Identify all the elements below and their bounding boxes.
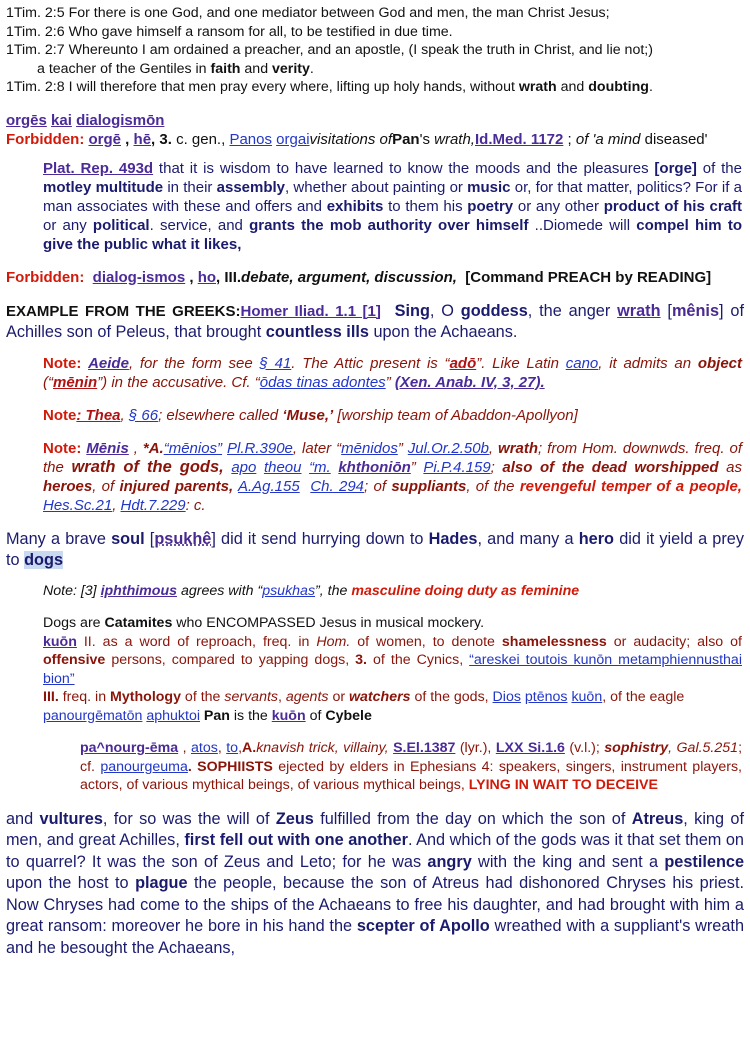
link-he[interactable]: hē	[133, 130, 152, 148]
link-apo[interactable]: apo	[231, 458, 257, 476]
note-menis: Note: Mēnis , *A.“mēnios” Pl.R.390e, later “mēnidos” Jul.Or.2.50b, wrath; from Hom. downwds. freq. of the wrath of the gods, apo theou “m. khthoniōn” Pi.P.4.159; also of the dead worshipped as heroes, of injured parents, A.Ag.155 Ch. 294; of suppliants, of the revengeful temper of a people, Hes.Sc.21, Hdt.7.229: c.	[43, 439, 742, 514]
link-lxx-si[interactable]: LXX Si.1.6	[495, 740, 565, 756]
verse-block	[0, 0, 750, 97]
link-orge[interactable]: orgē	[88, 130, 122, 148]
plato-quote: Plat. Rep. 493d that it is wisdom to have learned to know the moods and the pleasures [orge] of the motley multitude in their assembly, whether about painting or music or, for that matter, politics? For if a man associates with these and offers and exhibits to them his poetry or any other product of his craft or any political. service, and grants the mob authority over himself ..Diomede will compel him to give the public what it likes,	[43, 159, 743, 253]
link-m[interactable]: “m.	[309, 458, 331, 476]
link-kuon[interactable]: kuōn	[43, 633, 77, 650]
link-cano[interactable]: cano	[565, 354, 599, 372]
orges-section	[0, 111, 750, 149]
wrath-word: wrath	[617, 301, 661, 320]
link-pi-p[interactable]: Pi.P.4.159	[423, 458, 491, 476]
link-thea[interactable]: : Thea	[76, 406, 121, 424]
verse-line: 1Tim. 2:5 For there is one God, and one mediator between God and men, the man Christ Jesus;	[6, 5, 610, 21]
verse-ref: 1Tim. 2:8	[6, 79, 65, 95]
link-panourgeuma[interactable]: panourgeuma	[100, 758, 188, 775]
link-hdt[interactable]: Hdt.7.229	[120, 496, 186, 514]
forbidden-dialog-line: Forbidden: dialog-ismos , ho, III.debate, argument, discussion, [Command PREACH by READING]	[6, 268, 712, 286]
verse-line: 1Tim. 2:7 Whereunto I am ordained a preacher, and an apostle, (I speak the truth in Christ, and lie not;)	[6, 42, 653, 58]
link-khthonion[interactable]: khthoniōn	[338, 458, 411, 476]
link-section-66[interactable]: § 66	[128, 406, 159, 424]
link-xen-anab[interactable]: (Xen. Anab. IV, 3, 27).	[394, 373, 545, 391]
link-pl-r[interactable]: Pl.R.390e	[227, 439, 293, 457]
link-dialogismon[interactable]: dialogismōn	[76, 111, 165, 129]
forbidden-label: Forbidden:	[6, 130, 85, 148]
dialogismos-section	[0, 268, 750, 287]
link-panourgema[interactable]: pa^nourg-ēma	[80, 740, 179, 756]
link-menis[interactable]: Mēnis	[86, 439, 129, 457]
link-ho[interactable]: ho	[197, 268, 217, 286]
panourgema-entry: pa^nourg-ēma , atos, to,A.knavish trick, villainy, S.El.1387 (lyr.), LXX Si.1.6 (v.l.); sophistry, Gal.5.251; cf. panourgeuma. SOPHIISTS ejected by elders in Ephesians 4: speakers, singers, instrument players, actors, of various mythical beings, of various mythical beings, LYING IN WAIT TO DECEIVE	[80, 740, 743, 793]
verse-ref: 1Tim. 2:5	[6, 5, 65, 21]
link-jul-or[interactable]: Jul.Or.2.50b	[407, 439, 489, 457]
example-label: EXAMPLE FROM THE GREEKS:	[6, 302, 241, 320]
note-thea: Note: Thea, § 66; elsewhere called ‘Muse,’ [worship team of Abaddon-Apollyon]	[43, 406, 578, 424]
verse-line: 1Tim. 2:6 Who gave himself a ransom for all, to be testified in due time.	[6, 23, 453, 40]
forbidden-label: Forbidden:	[6, 268, 85, 286]
link-section-41[interactable]: § 41	[259, 354, 292, 372]
note-aeide: Note: Aeide, for the form see § 41. The Attic present is “adō”. Like Latin cano, it admits an object (“mēnin”) in the accusative. Cf. “ōdas tinas adontes” (Xen. Anab. IV, 3, 27).	[43, 354, 743, 391]
link-plat-rep[interactable]: Plat. Rep. 493d	[43, 159, 154, 177]
final-paragraph: and vultures, for so was the will of Zeus fulfilled from the day on which the son of Atreus, king of men, and great Achilles, first fell out with one another. And which of the gods was it that set them on to quarrel? It was the son of Zeus and Leto; for he was angry with the king and sent a pestilence upon the host to plague the people, because the son of Atreus had dishonored Chryses his priest. Now Chryses had come to the ships of the Achaeans to free his daughter, and had brought with him a great ransom: moreover he bore in his hand the scepter of Apollo wreathed with a suppliant's wreath and he besought the Achaeans,	[6, 809, 744, 957]
link-menidos[interactable]: mēnidos	[341, 439, 398, 457]
link-kai[interactable]: kai	[51, 111, 72, 129]
link-a-ag[interactable]: A.Ag.155	[237, 477, 300, 495]
verse-line: 1Tim. 2:8 I will therefore that men pray every where, lifting up holy hands, without wrath and doubting.	[6, 79, 653, 95]
section-heading	[6, 111, 744, 130]
link-panourgematon[interactable]: panourgēmatōn	[43, 707, 143, 724]
link-kuon-2[interactable]: kuōn	[571, 689, 603, 705]
link-orges[interactable]: orgēs	[6, 111, 47, 129]
link-ptenos[interactable]: ptēnos	[524, 689, 568, 705]
link-areskei[interactable]: “areskei toutois kunōn metamphiennusthai bion”	[43, 652, 742, 687]
link-aeide[interactable]: Aeide	[88, 354, 129, 372]
link-theou[interactable]: theou	[263, 458, 302, 476]
link-s-el[interactable]: S.El.1387	[393, 740, 456, 756]
many-brave-paragraph: Many a brave soul [psukhê] did it send hurrying down to Hades, and many a hero did it yield a prey to dogs	[6, 529, 744, 569]
dogs-section: Dogs are Catamites who ENCOMPASSED Jesus in musical mockery. kuōn II. as a word of reproach, freq. in Hom. of women, to denote shamelessness or audacity; also of offensive persons, compared to yapping dogs, 3. of the Cynics, “areskei toutois kunōn metamphiennusthai bion” III. freq. in Mythology of the servants, agents or watchers of the gods, Dios ptēnos kuōn, of the eagle panourgēmatōn aphuktoi Pan is the kuōn of Cybele	[43, 615, 742, 724]
link-hes-sc[interactable]: Hes.Sc.21	[43, 496, 113, 514]
link-to[interactable]: to	[226, 740, 239, 756]
link-menin[interactable]: mēnin	[53, 373, 98, 391]
link-id-med[interactable]: Id.Med. 1172	[474, 130, 564, 148]
link-odas-tinas[interactable]: ōdas tinas adontes	[259, 373, 386, 391]
link-ch[interactable]: Ch. 294	[310, 477, 364, 495]
verse-ref: 1Tim. 2:7	[6, 42, 65, 58]
verse-continuation: a teacher of the Gentiles in faith and verity.	[37, 60, 314, 77]
link-menios[interactable]: “mēnios”	[163, 439, 223, 457]
verse-ref: 1Tim. 2:6	[6, 23, 65, 40]
link-atos[interactable]: atos	[191, 740, 218, 756]
highlighted-word: dogs	[24, 551, 63, 569]
note-3: Note: [3] iphthimous agrees with “psukhas”, the masculine doing duty as feminine	[43, 582, 580, 599]
link-homer-iliad[interactable]: Homer Iliad. 1.1 [1]	[240, 302, 381, 320]
link-ado[interactable]: adō	[449, 354, 477, 372]
link-orgai[interactable]: orgai	[276, 130, 310, 148]
forbidden-orge-line: Forbidden: orgē , hē, 3. c. gen., Panos orgaivisitations ofPan's wrath,Id.Med. 1172 ; of 'a mind diseased'	[6, 130, 708, 148]
link-panos[interactable]: Panos	[229, 130, 272, 148]
example-section: EXAMPLE FROM THE GREEKS:Homer Iliad. 1.1 [1] Sing, O goddess, the anger wrath [mênis] of Achilles son of Peleus, that brought countless ills upon the Achaeans.	[6, 301, 744, 341]
link-aphuktoi[interactable]: aphuktoi	[146, 707, 200, 724]
link-dialogismos[interactable]: dialog-ismos	[92, 268, 186, 286]
link-dios[interactable]: Dios	[492, 689, 521, 705]
